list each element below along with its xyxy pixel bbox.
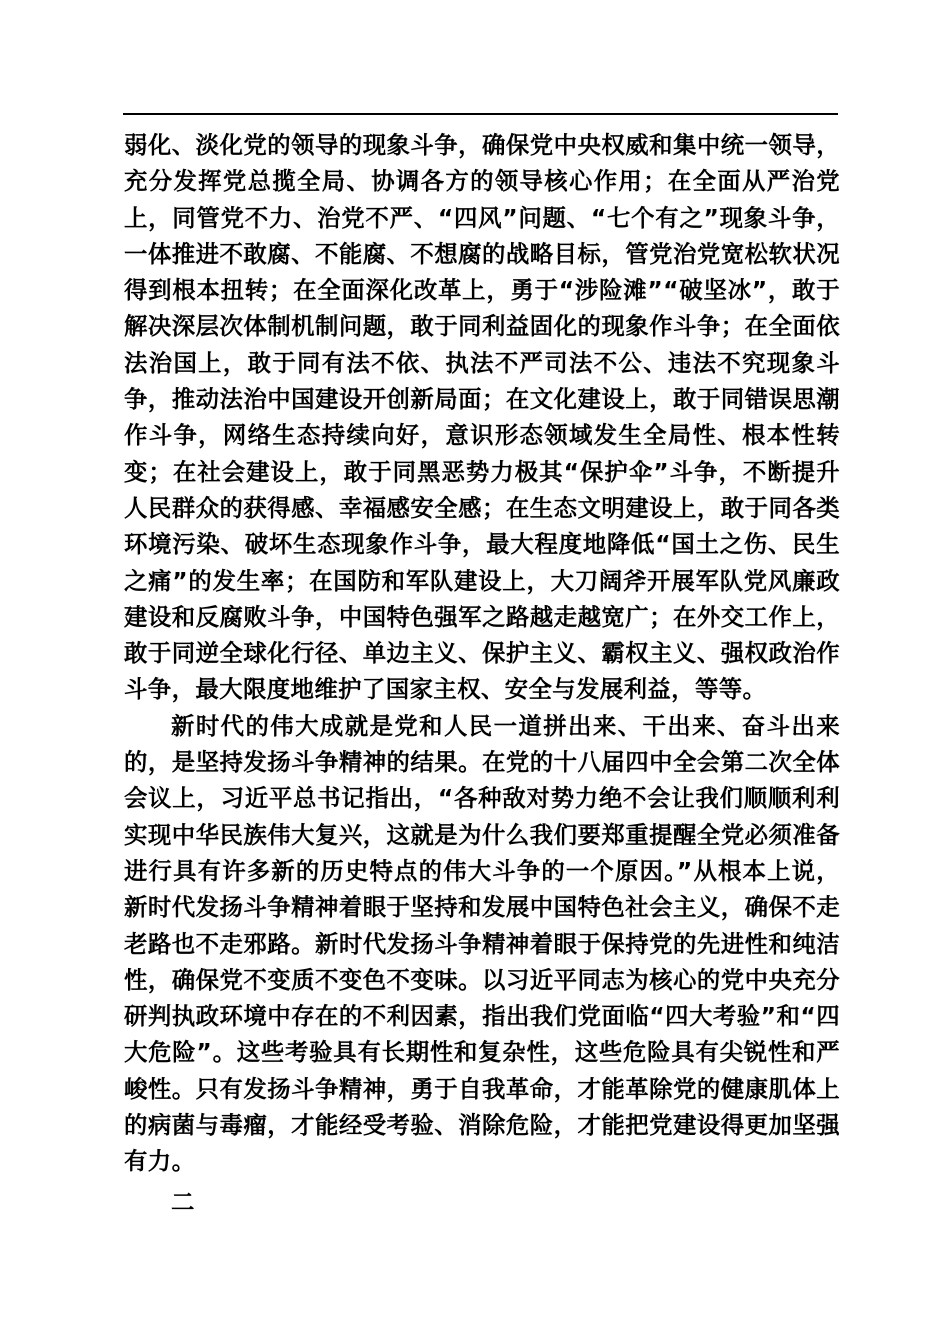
- section-numeral: 二: [171, 1187, 195, 1216]
- header-rule: [123, 113, 838, 115]
- body-text: [124, 127, 840, 1220]
- paragraph-1: 弱化、淡化党的领导的现象斗争，确保党中央权威和集中统一领导，充分发挥党总揽全局、协调各方的领导核心作用；在全面从严治党上，同管党不力、治党不严、“四风”问题、“七个有之”现象斗争，一体推进不敢腐、不能腐、不想腐的战略目标，管党治党宽松软状况得到根本扭转；在全面深化改革上，勇于“涉险滩”“破坚冰”，敢于解决深层次体制机制问题，敢于同利益固化的现象作斗争；在全面依法治国上，敢于同有法不依、执法不严司法不公、违法不究现象斗争，推动法治中国建设开创新局面；在文化建设上，敢于同错误思潮作斗争，网络生态持续向好，意识形态领域发生全局性、根本性转变；在社会建设上，敢于同黑恶势力极其“保护伞”斗争，不断提升人民群众的获得感、幸福感安全感；在生态文明建设上，敢于同各类环境污染、破坏生态现象作斗争，最大程度地降低“国土之伤、民生之痛”的发生率；在国防和军队建设上，大刀阔斧开展军队党风廉政建设和反腐败斗争，中国特色强军之路越走越宽广；在外交工作上，敢于同逆全球化行径、单边主义、保护主义、霸权主义、强权政治作斗争，最大限度地维护了国家主权、安全与发展利益，等等。: [124, 131, 840, 704]
- paragraph-2: 新时代的伟大成就是党和人民一道拼出来、干出来、奋斗出来的，是坚持发扬斗争精神的结果。在党的十八届四中全会第二次全体会议上，习近平总书记指出，“各种敌对势力绝不会让我们顺顺利利实现中华民族伟大复兴，这就是为什么我们要郑重提醒全党必须准备进行具有许多新的历史特点的伟大斗争的一个原因。”从根本上说，新时代发扬斗争精神着眼于坚持和发展中国特色社会主义，确保不走老路也不走邪路。新时代发扬斗争精神着眼于保持党的先进性和纯洁性，确保党不变质不变色不变味。以习近平同志为核心的党中央充分研判执政环境中存在的不利因素，指出我们党面临“四大考验”和“四大危险”。这些考验具有长期性和复杂性，这些危险具有尖锐性和严峻性。只有发扬斗争精神，勇于自我革命，才能革除党的健康肌体上的病菌与毒瘤，才能经受考验、消除危险，才能把党建设得更加坚强有力。: [124, 711, 840, 1176]
